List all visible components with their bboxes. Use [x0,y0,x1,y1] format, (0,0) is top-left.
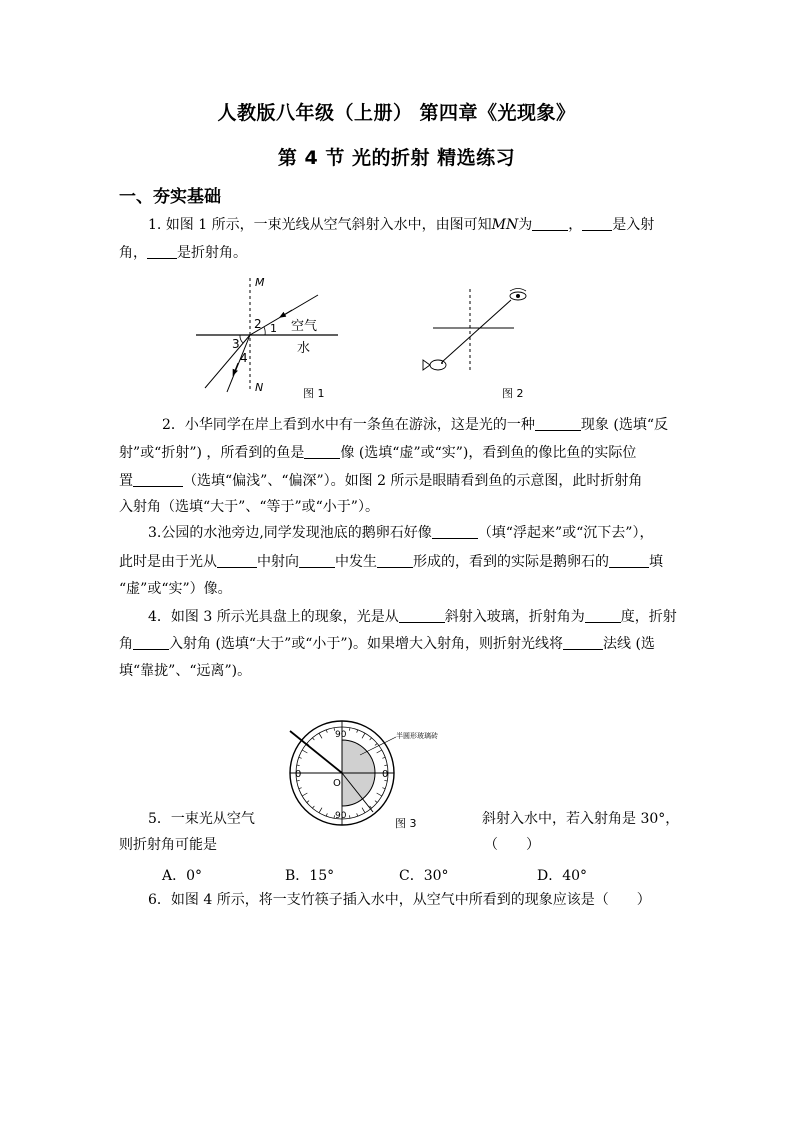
question-6-line-1: 6．如图 4 所示，将一支竹筷子插入水中，从空气中所看到的现象应该是（ ） [148,892,651,908]
label-glass-brick: 半圆形玻璃砖 [396,732,438,740]
option-b[interactable]: B．15° [285,868,335,884]
label-o: O [333,778,341,789]
document-subtitle: 第 4 节 光的折射 精选练习 [277,147,516,169]
q3-text: 填 [649,554,663,570]
q4-text: 度，折射 [620,609,677,625]
label-3: 3 [232,337,240,351]
question-5-line-2a: 则折射角可能是 [119,837,217,853]
q1-text-b: 为 [518,217,533,233]
label-1: 1 [270,322,277,335]
q1-text-e: 角， [119,245,147,261]
label-0-left: 0 [295,769,302,780]
label-air: 空气 [291,319,318,334]
document-title: 人教版八年级（上册） 第四章《光现象》 [217,102,576,124]
question-3-line-3: “虚”或“实”）像。 [119,581,232,597]
option-a[interactable]: A．0° [162,868,203,884]
q4-text: 入射角 (选填“大于”或“小于”)。如果增大入射角，则折射光线将 [169,636,564,652]
question-5-line-1b: 斜射入水中，若入射角是 30°， [482,811,680,827]
figure-3-caption: 图 3 [395,817,417,830]
q4-text: 4．如图 3 所示光具盘上的现象，光是从 [148,609,399,625]
q2-text: （选填“偏浅”、“偏深”）。如图 2 所示是眼睛看到鱼的示意图，此时折射角 [183,473,643,489]
section-heading: 一、夯实基础 [119,187,221,207]
q2-text: 现象 (选填“反 [580,417,668,433]
label-water: 水 [297,341,311,356]
q1-text-c: ， [568,217,583,233]
q2-text: 射”或“折射”) ，所看到的鱼是 [119,445,305,461]
q3-text: 中射向 [257,554,299,570]
label-4: 4 [240,351,248,365]
label-2: 2 [254,317,262,331]
q2-text: 2．小华同学在岸上看到水中有一条鱼在游泳，这是光的一种 [162,417,535,433]
figure-2-caption: 图 2 [502,387,524,400]
figure-1-caption: 图 1 [303,387,325,400]
q4-text: 法线 (选 [603,636,655,652]
label-n: N [255,381,264,394]
q2-text: 像 (选填“虚”或“实”)，看到鱼的像比鱼的实际位 [340,445,637,461]
label-m: M [255,276,265,289]
label-0-right: 0 [382,769,389,780]
q3-text: （填“浮起来”或“沉下去”）， [477,525,654,541]
q1-mn: MN [491,217,519,233]
question-2-line-4: 入射角（选填“大于”、“等于”或“小于”）。 [119,499,379,515]
q1-text-d: 是入射 [612,217,655,233]
question-4-line-3: 填“靠拢”、“远离”)。 [119,663,252,679]
q1-text-f: 是折射角。 [177,245,247,261]
label-90-top: 90 [335,730,347,740]
label-90-bottom: 90 [335,811,347,821]
q4-text: 斜射入玻璃，折射角为 [444,609,585,625]
q3-text: 此时是由于光从 [119,554,217,570]
q3-text: 中发生 [335,554,377,570]
question-5-line-1a: 5．一束光从空气 [148,811,255,827]
q1-text-a: 1. 如图 1 所示，一束光线从空气斜射入水中，由图可知 [148,217,492,233]
q3-text: 形成的，看到的实际是鹅卵石的 [413,554,609,570]
answer-bracket[interactable]: （ ） [484,837,540,853]
q3-text: 3.公园的水池旁边,同学发现池底的鹅卵石好像 [148,525,432,541]
q2-text: 置 [119,473,133,489]
q4-text: 角 [119,636,133,652]
option-d[interactable]: D．40° [537,868,588,884]
option-c[interactable]: C．30° [399,868,449,884]
